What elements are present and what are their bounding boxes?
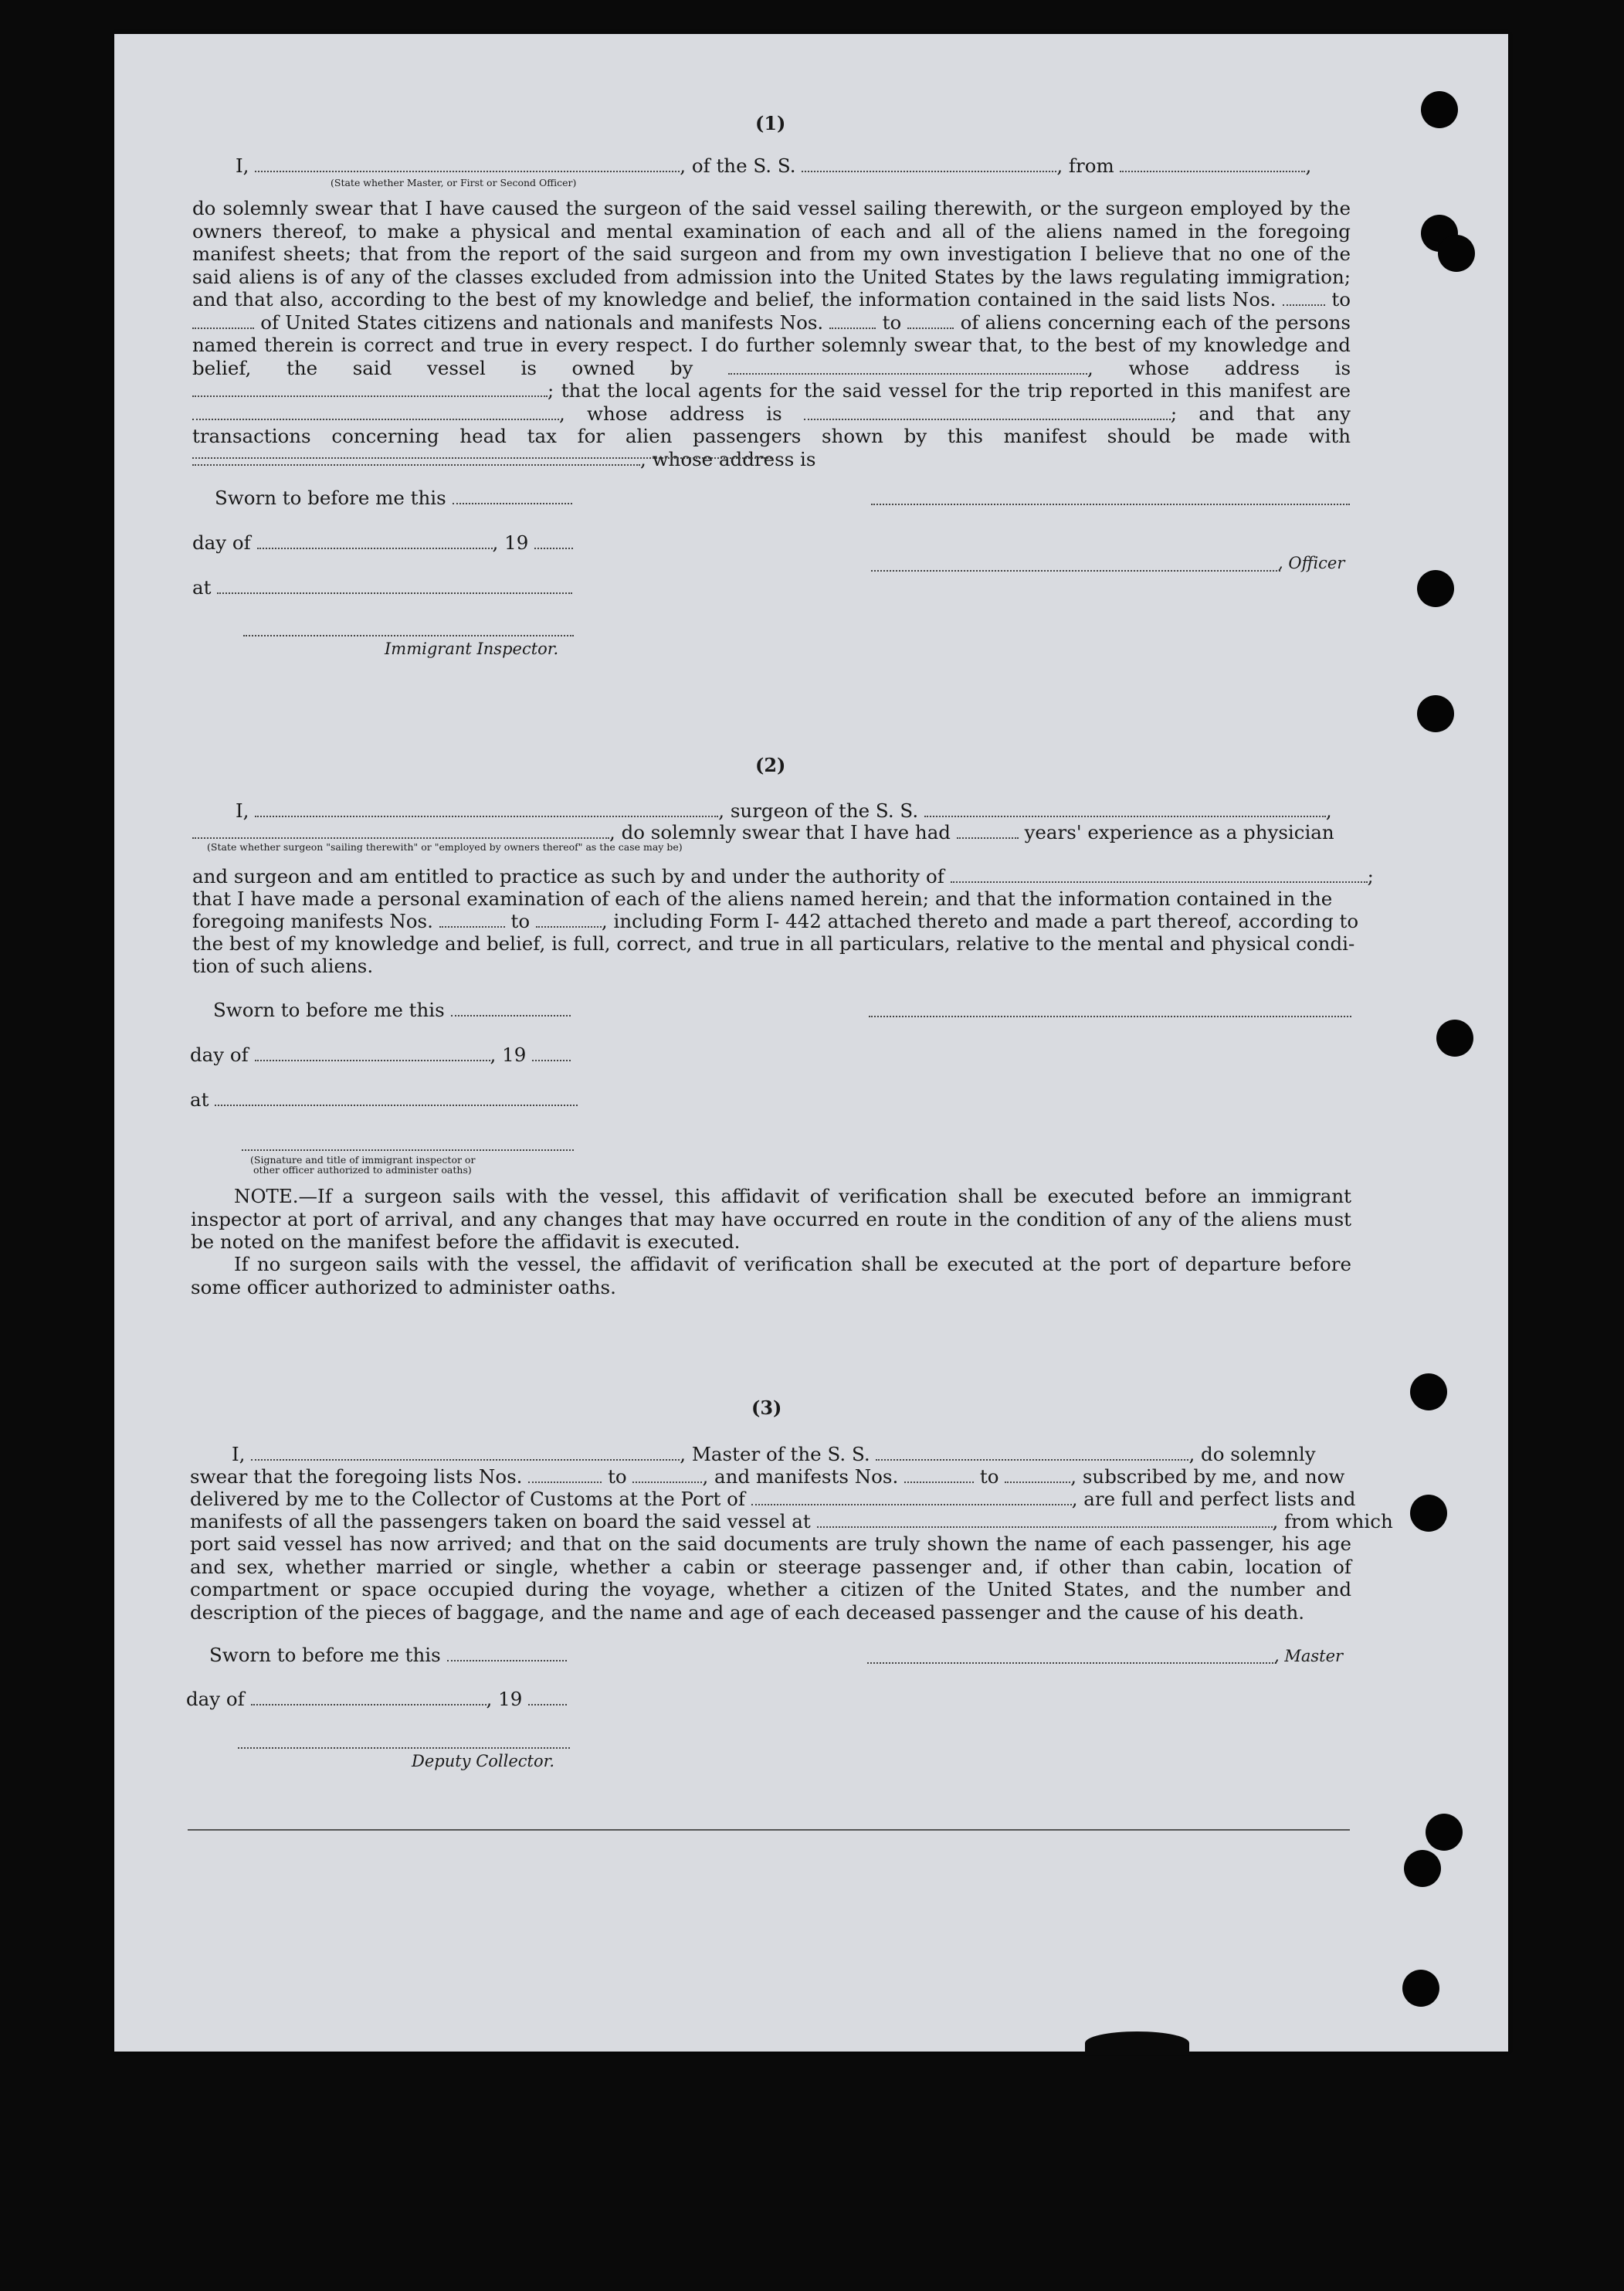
punch-hole-4 (1417, 570, 1454, 607)
s2-note-2: If no surgeon sails with the vessel, the affidavit of verification shall be executed at the port of departure before some officer authorized to administer oaths. (191, 1253, 1351, 1298)
s2-l1a: I, (236, 799, 249, 822)
s2-years-field[interactable] (957, 823, 1019, 839)
s2-l2a: , do solemnly swear that I have had (609, 821, 951, 843)
s1-l1b: , of the S. S. (680, 154, 796, 177)
punch-hole-6 (1436, 1020, 1473, 1057)
s3-line-4 (190, 1510, 1393, 1533)
s2-line-6: the best of my knowledge and belief, is full, correct, and true in all particulars, relative to the mental and physical condi- (192, 932, 1355, 955)
s1-l1d: , (1305, 154, 1312, 177)
s1-p7b: , whose address is (640, 447, 816, 470)
s3-lists-to-field[interactable] (632, 1468, 702, 1483)
s1-headtax-address-field[interactable] (192, 457, 771, 459)
s2-vessel-field[interactable] (924, 802, 1326, 817)
s3-l3b: , are full and perfect lists and (1071, 1488, 1356, 1510)
s3-year-text: , 19 (486, 1688, 523, 1710)
s2-at-text: at (190, 1088, 209, 1111)
s1-oath-paragraph (192, 197, 1351, 470)
s2-manifests-to-field[interactable] (536, 912, 602, 928)
s3-line-1 (232, 1443, 1316, 1466)
s1-at-field[interactable] (217, 579, 572, 594)
s2-note-label: NOTE. (234, 1185, 299, 1207)
s2-surgeon-name-field[interactable] (255, 802, 718, 817)
bottom-rule (188, 1829, 1350, 1831)
s2-day-field[interactable] (255, 1046, 490, 1061)
s1-from-field[interactable] (1120, 157, 1305, 172)
s3-sworn-date-field[interactable] (447, 1646, 567, 1661)
s1-manifests-from-field[interactable] (829, 314, 876, 329)
s3-deputy-label: Deputy Collector. (412, 1752, 555, 1770)
s2-year-field[interactable] (532, 1046, 571, 1061)
s1-day-field[interactable] (257, 534, 493, 549)
s1-officer-name-field[interactable] (255, 157, 680, 172)
s3-departure-field[interactable] (817, 1512, 1273, 1528)
s1-vessel-field[interactable] (802, 157, 1056, 172)
punch-hole-1 (1421, 91, 1458, 128)
s1-sworn-date-field[interactable] (453, 489, 572, 504)
s2-surgeon-note: (State whether surgeon "sailing therewith" or "employed by owners thereof" as the case may be) (207, 841, 683, 853)
s2-sworn (213, 999, 571, 1022)
s3-manifests-from-field[interactable] (904, 1468, 974, 1483)
s2-authority-field[interactable] (951, 867, 1368, 883)
s1-inspector-signature-line[interactable] (243, 635, 574, 636)
punch-hole-11 (1402, 1970, 1439, 2007)
punch-hole-10 (1404, 1850, 1441, 1887)
punch-hole-8 (1410, 1495, 1447, 1532)
s2-sworn-text: Sworn to before me this (213, 999, 445, 1021)
s3-l1b: , Master of the S. S. (680, 1443, 870, 1465)
section-2-number: (2) (755, 754, 786, 776)
s1-p4c: ; (548, 379, 554, 402)
s1-at (192, 576, 572, 599)
s3-manifests-to-field[interactable] (1005, 1468, 1070, 1483)
s3-l4b: , from which (1272, 1510, 1393, 1532)
s1-day (192, 531, 573, 555)
s2-day (190, 1044, 571, 1067)
s1-p5b: , (559, 402, 565, 425)
s3-day (186, 1688, 567, 1711)
s2-surgeon-signature-line[interactable] (869, 1016, 1351, 1017)
s2-line-1 (236, 799, 1332, 823)
section-3-number: (3) (751, 1397, 782, 1419)
s1-inspector-label: Immigrant Inspector. (385, 640, 559, 658)
s1-officer-label: , Officer (1278, 554, 1345, 572)
s1-line-1 (236, 154, 1311, 178)
s1-para-text: do solemnly swear that I have caused the surgeon of the said vessel sailing therewith, or the surgeon employed by the owners thereof, to make a physical and mental examination of each and all of the aliens named in the foregoing manifest sheets; that from the report of the said surgeon and from my own investigation I believe that no one of the said aliens is of any of the classes excluded from admission into the United States by the laws regulating immigration; and that also, according to the best of my knowledge and belief, the information contained in the said lists Nos. (192, 197, 1351, 311)
s1-sworn-text: Sworn to before me this (215, 487, 446, 509)
punch-hole-3 (1438, 235, 1475, 272)
s2-surgeon-type-field[interactable] (192, 823, 609, 839)
s2-l5b: to (510, 910, 531, 932)
s3-deputy-signature-line[interactable] (238, 1747, 570, 1749)
s1-to2: to (882, 311, 902, 334)
s3-line-3 (190, 1488, 1355, 1511)
s3-oath-paragraph: port said vessel has now arrived; and that on the said documents are truly shown the name of each passenger, his age and sex, whether married or single, whether a cabin or steerage passenger and, if other than cabin, location of compartment or space occupied during the voyage, whether a citizen of the United States, and the number and description of the pieces of baggage, and the name and age of each deceased passenger and the cause of his death. (190, 1532, 1351, 1624)
s1-p2a: of United States citizens and nationals and manifests Nos. (260, 311, 824, 334)
s3-l2e: , subscribed by me, and now (1070, 1465, 1345, 1488)
s1-to1: to (1331, 288, 1351, 311)
s1-l1a: I, (236, 154, 249, 177)
s1-agents-field[interactable] (192, 405, 559, 420)
s2-l2b: years' experience as a physician (1024, 821, 1334, 843)
s1-manifests-to-field[interactable] (907, 314, 954, 329)
s2-sworn-date-field[interactable] (451, 1001, 571, 1017)
s2-line-4: that I have made a personal examination of each of the aliens named herein; and that the information contained in the (192, 888, 1333, 910)
s2-l3a: and surgeon and am entitled to practice as such by and under the authority of (192, 865, 944, 888)
punch-hole-7 (1410, 1373, 1447, 1410)
s3-vessel-field[interactable] (876, 1445, 1188, 1461)
s1-lists-to-field[interactable] (192, 314, 254, 329)
s2-line-3 (192, 865, 1374, 888)
s3-master-name-field[interactable] (251, 1445, 680, 1461)
s2-at-field[interactable] (215, 1091, 578, 1106)
s3-master-label: , Master (1274, 1647, 1344, 1665)
s1-p6b: ; and that any transactions concerning head tax for alien (192, 402, 1351, 447)
s2-note-1 (191, 1185, 1351, 1254)
s2-manifests-from-field[interactable] (439, 912, 505, 928)
s1-at-text: at (192, 576, 212, 599)
s1-p2b: of aliens concerning each of the persons named (192, 311, 1351, 356)
s3-year-field[interactable] (528, 1690, 567, 1706)
s3-l4a: manifests of all the passengers taken on board the said vessel at (190, 1510, 811, 1532)
s1-p7a: passengers shown by this manifest should be made with (693, 425, 1351, 447)
s3-l2d: to (979, 1465, 999, 1488)
s1-officer-note: (State whether Master, or First or Second Officer) (331, 177, 577, 188)
s2-line-5 (192, 910, 1358, 933)
s3-master-signature-line[interactable] (867, 1662, 1276, 1664)
s2-l5a: foregoing manifests Nos. (192, 910, 433, 932)
torn-edge (1085, 2031, 1189, 2055)
s2-year-text: , 19 (490, 1044, 527, 1066)
s1-sworn (215, 487, 572, 510)
s1-p6a: whose address is (586, 402, 782, 425)
s1-officer-signature-line-1[interactable] (871, 504, 1350, 505)
s3-port-field[interactable] (751, 1490, 1072, 1505)
s3-day-field[interactable] (251, 1690, 487, 1706)
s2-l1b: , surgeon of the S. S. (718, 799, 919, 822)
s2-l5c: , including Form I- 442 attached thereto and made a part thereof, according to (601, 910, 1359, 932)
s2-at (190, 1088, 578, 1112)
s1-year-field[interactable] (534, 534, 573, 549)
s2-line-7: tion of such aliens. (192, 955, 374, 977)
s3-line-2 (190, 1465, 1344, 1488)
s3-lists-from-field[interactable] (528, 1468, 602, 1483)
s1-year-text: , 19 (492, 531, 529, 554)
s3-l1a: I, (232, 1443, 246, 1465)
s2-sig-caption-1: (Signature and title of immigrant inspector or (250, 1154, 476, 1166)
s3-l2a: swear that the foregoing lists Nos. (190, 1465, 523, 1488)
s1-p3: therein is correct and true in every respect. I do further solemnly swear that, to the best of my knowledge and belief, (192, 334, 1351, 379)
s3-l2b: to (608, 1465, 627, 1488)
s2-day-text: day of (190, 1044, 249, 1066)
s1-p5a: that the local agents for the said vessel for the trip reported in this manifest are (561, 379, 1351, 402)
s3-day-text: day of (186, 1688, 245, 1710)
s3-sworn-text: Sworn to before me this (209, 1644, 441, 1666)
s2-note-1-text: —If a surgeon sails with the vessel, this affidavit of verification shall be executed before an immigrant inspector at port of arrival, and any changes that may have occurred en route in the condition of any of the aliens must be noted on the manifest before the affidavit is executed. (191, 1185, 1351, 1253)
s3-l2c: , and manifests Nos. (702, 1465, 899, 1488)
s3-sworn (209, 1644, 567, 1667)
s2-sig-caption-2: other officer authorized to administer oaths) (253, 1164, 472, 1176)
s1-p4b: , whose address is (1087, 356, 1351, 379)
s2-l3b: ; (1367, 865, 1374, 888)
s3-l3a: delivered by me to the Collector of Customs at the Port of (190, 1488, 745, 1510)
s1-owner-field[interactable] (728, 359, 1087, 375)
s1-officer-signature-line-2[interactable] (871, 570, 1280, 572)
s1-lists-from-field[interactable] (1283, 290, 1325, 306)
punch-hole-5 (1417, 695, 1454, 732)
section-1-number: (1) (755, 112, 786, 134)
s1-p4a: the said vessel is owned by (286, 356, 693, 379)
s3-l1c: , do solemnly (1188, 1443, 1316, 1465)
punch-hole-9 (1426, 1814, 1463, 1851)
s1-agents-address-field[interactable] (804, 405, 1171, 420)
s1-owner-address-field[interactable] (192, 382, 548, 397)
s2-l1c: , (1325, 799, 1332, 822)
s1-day-text: day of (192, 531, 251, 554)
s1-l1c: , from (1056, 154, 1114, 177)
s2-inspector-signature-line[interactable] (242, 1149, 574, 1151)
